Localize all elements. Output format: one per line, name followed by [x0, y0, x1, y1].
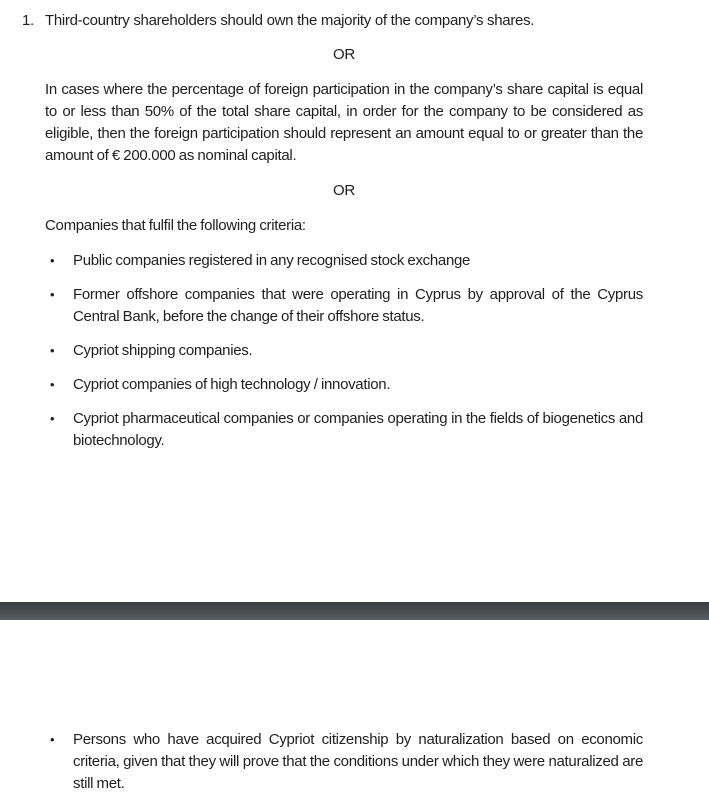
- bullet-icon: •: [50, 287, 55, 302]
- or-separator: OR: [333, 182, 355, 199]
- list-item: [50, 408, 643, 452]
- list-item-text: Cypriot pharmaceutical companies or companies operating in the fields of biogenetics and biotechnology.: [73, 410, 643, 449]
- numbered-list-item: [22, 10, 643, 32]
- bullet-icon: •: [50, 732, 55, 747]
- document-page-2: [0, 620, 709, 795]
- list-item: [50, 374, 643, 396]
- list-number: 1.: [22, 12, 34, 29]
- document-page-1: [0, 10, 709, 602]
- list-item-text: Cypriot companies of high technology / innovation.: [73, 376, 391, 393]
- paragraph-foreign-participation: In cases where the percentage of foreign participation in the company’s share capital is equal to or less than 50% of the total share capital, in order for the company to be considered as eligible, then the foreign participation should represent an amount equal to or greater than the amount of € 200.000 as nominal capital.: [45, 81, 643, 164]
- criteria-intro: Companies that fulfil the following criteria:: [45, 217, 306, 234]
- page-top-whitespace: [0, 620, 709, 729]
- list-item-text: Cypriot shipping companies.: [73, 342, 253, 359]
- bullet-icon: •: [50, 377, 55, 392]
- or-separator: OR: [333, 46, 355, 63]
- page-break-divider: [0, 602, 709, 620]
- bullet-icon: •: [50, 253, 55, 268]
- list-item-text: Public companies registered in any recognised stock exchange: [73, 252, 471, 269]
- list-item: [50, 250, 643, 272]
- list-item: [50, 284, 643, 328]
- page-bottom-whitespace: [0, 464, 709, 602]
- bullet-icon: •: [50, 343, 55, 358]
- bullet-icon: •: [50, 411, 55, 426]
- list-item: [50, 729, 643, 795]
- list-item: [50, 340, 643, 362]
- list-item-text: Persons who have acquired Cypriot citizenship by naturalization based on economic criteria, given that they will prove that the conditions under which they were naturalized are still met.: [73, 731, 643, 792]
- list-item-text: Former offshore companies that were operating in Cyprus by approval of the Cyprus Central Bank, before the change of their offshore status.: [73, 286, 643, 325]
- numbered-item-text: Third-country shareholders should own the majority of the company’s shares.: [45, 12, 535, 29]
